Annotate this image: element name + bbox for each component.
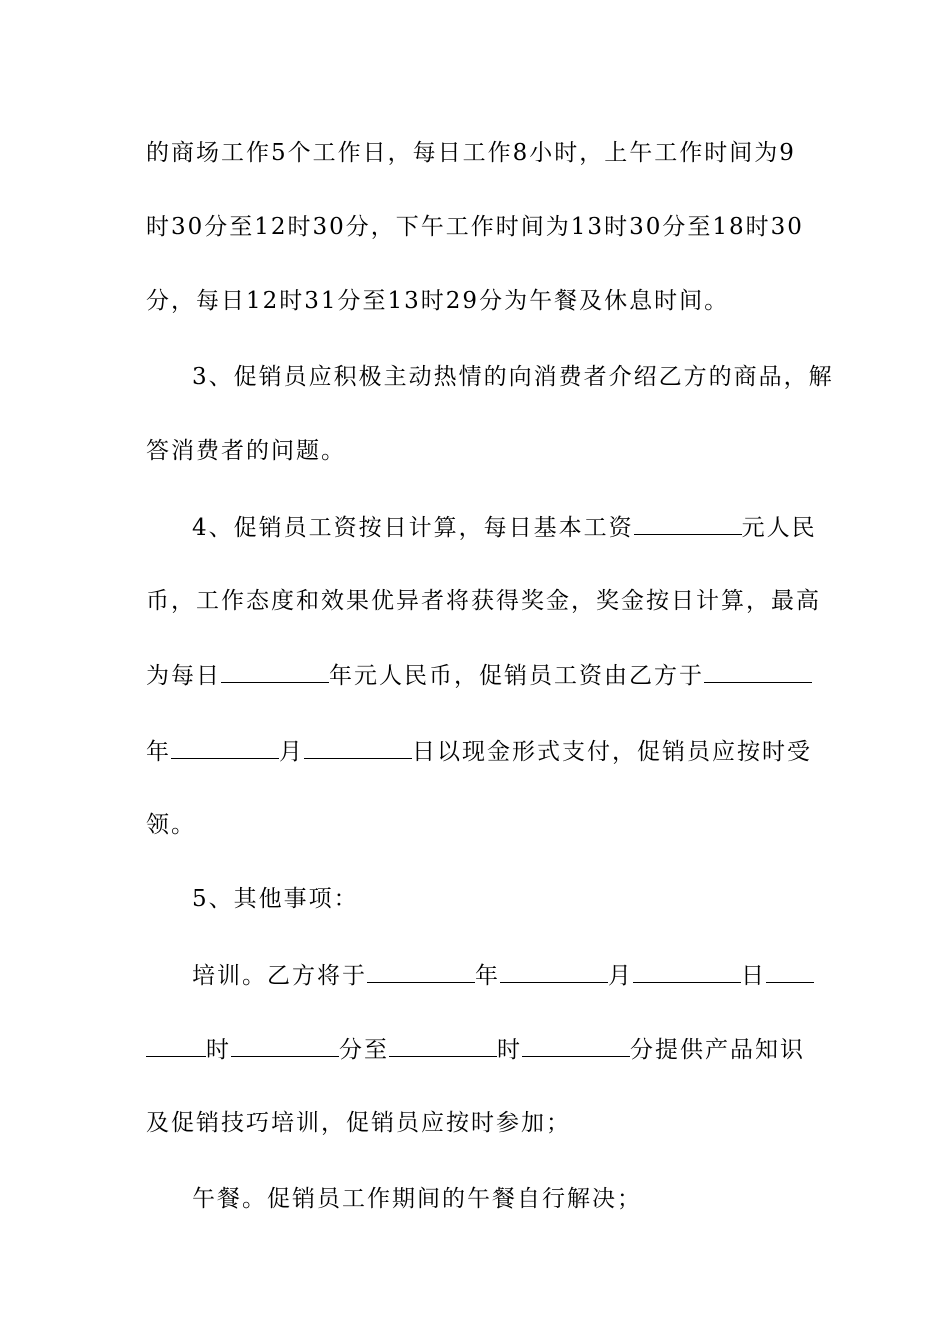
fill-blank[interactable] bbox=[171, 736, 279, 759]
text-segment: 3、促销员应积极主动热情的向消费者介绍乙方的商品，解 bbox=[192, 364, 834, 390]
text-segment: 币，工作态度和效果优异者将获得奖金，奖金按日计算，最高 bbox=[146, 588, 821, 614]
text-segment: 时 bbox=[206, 1037, 231, 1063]
text-line-7 bbox=[146, 586, 821, 616]
text-segment: 年 bbox=[475, 963, 500, 989]
text-line-12 bbox=[192, 960, 862, 990]
fill-blank[interactable] bbox=[766, 960, 814, 983]
fill-blank[interactable] bbox=[367, 960, 475, 983]
text-segment: 及促销技巧培训，促销员应按时参加； bbox=[146, 1110, 571, 1136]
text-segment: 分提供产品知识 bbox=[630, 1037, 805, 1063]
text-segment: 答消费者的问题。 bbox=[146, 438, 346, 464]
fill-blank[interactable] bbox=[633, 960, 741, 983]
text-line-5 bbox=[146, 436, 816, 466]
text-line-4 bbox=[192, 362, 862, 392]
text-segment: 培训。乙方将于 bbox=[192, 963, 367, 989]
text-segment: 时30分至12时30分，下午工作时间为13时30分至18时30 bbox=[146, 214, 804, 240]
text-segment: 5、其他事项： bbox=[192, 886, 359, 912]
text-line-11 bbox=[192, 884, 862, 914]
text-line-6 bbox=[192, 512, 862, 542]
text-line-1 bbox=[146, 138, 816, 168]
fill-blank[interactable] bbox=[389, 1034, 497, 1057]
text-segment: 午餐。促销员工作期间的午餐自行解决； bbox=[192, 1186, 642, 1212]
text-segment: 日 bbox=[741, 963, 766, 989]
text-line-8 bbox=[146, 660, 816, 690]
text-line-3 bbox=[146, 286, 816, 316]
text-line-14 bbox=[146, 1108, 816, 1138]
fill-blank[interactable] bbox=[304, 736, 412, 759]
text-segment: 元人民 bbox=[741, 515, 817, 541]
text-segment: 分，每日12时31分至13时29分为午餐及休息时间。 bbox=[146, 288, 730, 314]
fill-blank[interactable] bbox=[634, 512, 742, 535]
text-segment: 年 bbox=[146, 739, 171, 765]
text-segment: 为每日 bbox=[146, 663, 221, 689]
text-segment: 4、促销员工资按日计算，每日基本工资 bbox=[192, 515, 634, 541]
text-segment: 年元人民币，促销员工资由乙方于 bbox=[329, 663, 704, 689]
text-segment: 时 bbox=[497, 1037, 522, 1063]
text-segment: 月 bbox=[279, 739, 304, 765]
text-segment: 月 bbox=[608, 963, 633, 989]
fill-blank[interactable] bbox=[221, 660, 329, 683]
text-line-13 bbox=[146, 1034, 816, 1064]
text-segment: 领。 bbox=[146, 812, 196, 838]
text-line-9 bbox=[146, 736, 816, 766]
fill-blank[interactable] bbox=[704, 660, 812, 683]
text-line-10 bbox=[146, 810, 816, 840]
text-line-15 bbox=[192, 1184, 862, 1214]
fill-blank[interactable] bbox=[146, 1034, 206, 1057]
fill-blank[interactable] bbox=[231, 1034, 339, 1057]
text-line-2 bbox=[146, 212, 816, 242]
fill-blank[interactable] bbox=[522, 1034, 630, 1057]
text-segment: 分至 bbox=[339, 1037, 389, 1063]
fill-blank[interactable] bbox=[500, 960, 608, 983]
text-segment: 的商场工作5个工作日，每日工作8小时，上午工作时间为9 bbox=[146, 140, 796, 166]
text-segment: 日以现金形式支付，促销员应按时受 bbox=[412, 739, 812, 765]
